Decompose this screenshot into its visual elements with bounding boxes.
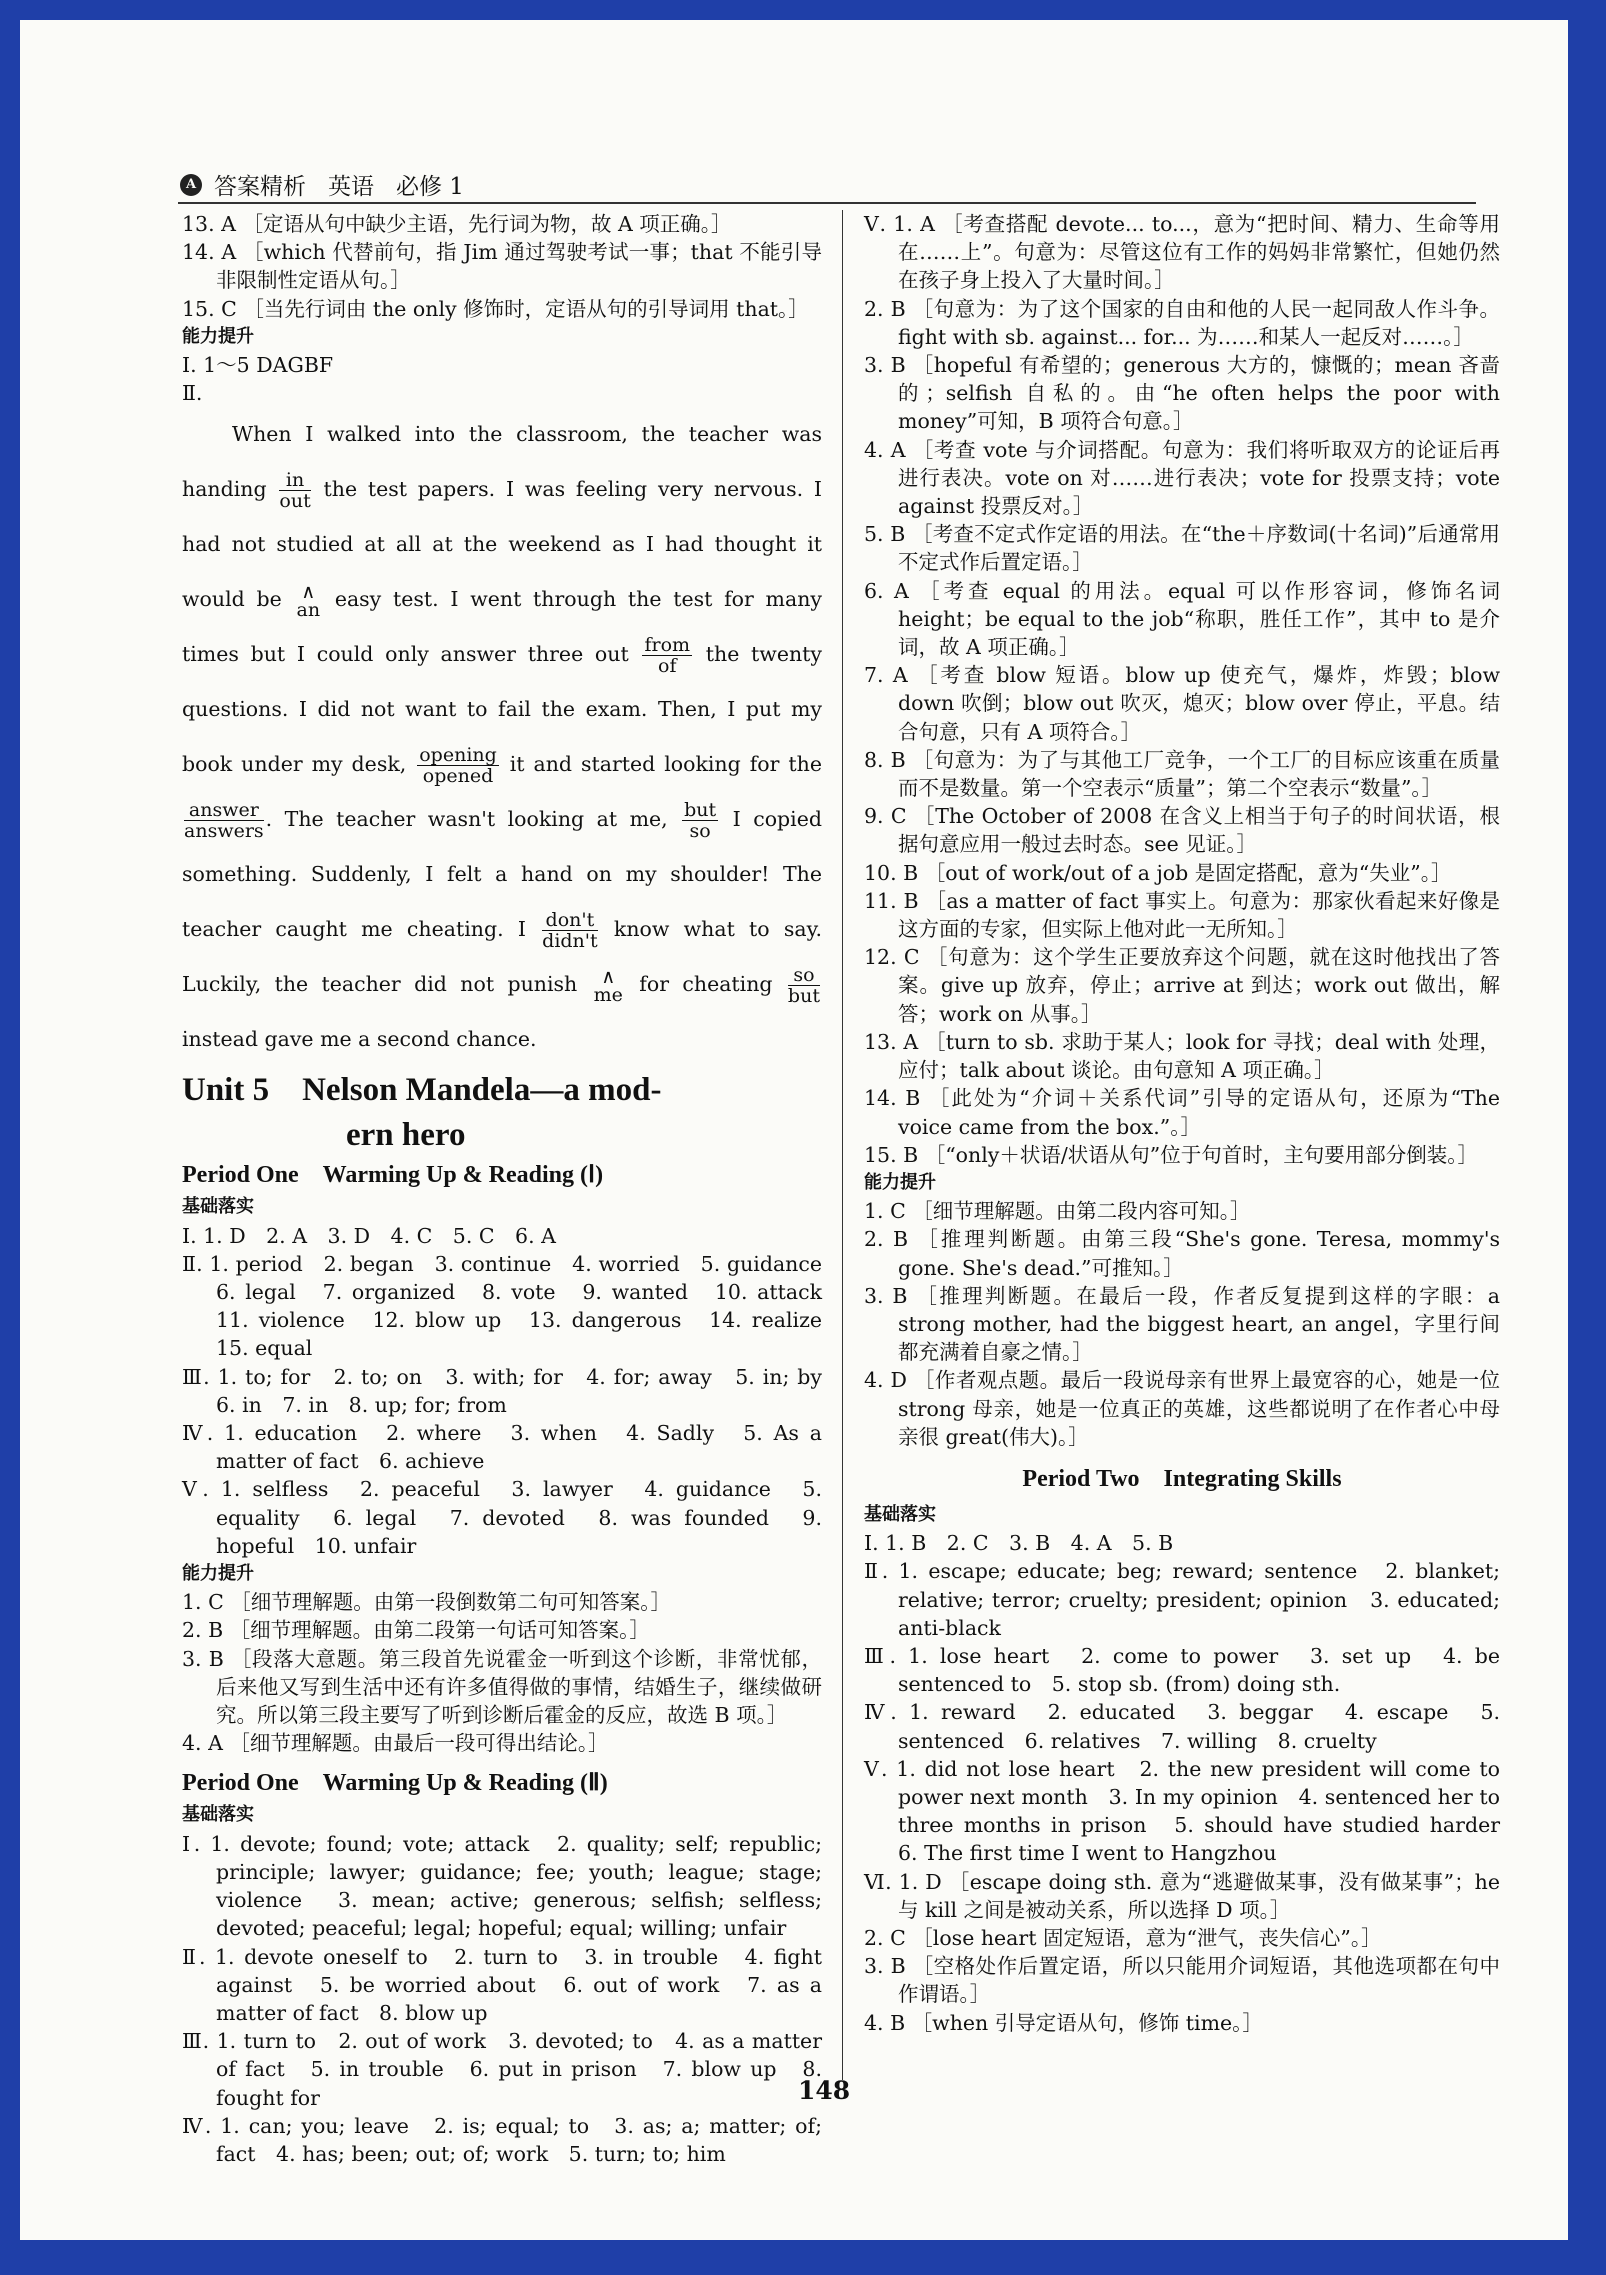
answer-item: 2. B ［细节理解题。由第二段第一句话可知答案。］ [182,1618,650,1643]
page-number: 148 [798,2076,851,2105]
answer-item: 5. B ［考查不定式作定语的用法。在“the＋序数词(十名词)”后通常用不定式作后置定语。］ [864,522,1500,575]
insert-mark: ∧ an [296,580,321,621]
answer-item: Ⅲ. 1. lose heart 2. come to power 3. set up 4. be sentenced to 5. stop sb. (from) doing sth. [864,1643,1500,1697]
answer-item: Ⅱ. 1. period 2. began 3. continue 4. worried 5. guidance 6. legal 7. organized 8. vote 9. wanted 10. attack 11. violence 12. blow up 13. dangerous 14. realize 15. equal [182,1251,843,1361]
answer-item: 13. A ［定语从句中缺少主语，先行词为物，故 A 项正确。］ [182,212,732,236]
answer-item: 2. B ［推理判断题。由第三段“She's gone. Teresa, mommy's gone. She's dead.”可推知。］ [864,1227,1500,1280]
section-label-basic: 基础落实 [182,1804,254,1826]
answer-item: Ⅳ. 1. can; you; leave 2. is; equal; to 3. as; a; matter; of; fact 4. has; been; out; of; work 5. turn; to; him [182,2113,822,2166]
answer-item: 2. B ［句意为：为了这个国家的自由和他的人民一起同敌人作斗争。fight with sb. against... for... 为……和某人一起反对……。］ [864,296,1500,349]
page-header [180,168,464,201]
essay-text: I copied something. Suddenly, I felt a hand on my shoulder! The teacher caught me cheating. I [182,807,822,942]
answer-item: Ⅴ. 1. did not lose heart 2. the new president will come to power next month 3. In my opinion 4. sentenced her to three months in prison 5. should have studied harder 6. The first time I went to Hangzhou [864,1756,1521,1866]
edit-mark: opening opened [419,744,497,788]
essay-text: the test papers. I was feeling very nervous. I had not studied at all at the weekend as I had thought it would be [182,477,822,612]
answer-item: 4. D ［作者观点题。最后一段说母亲有世界上最宽容的心，她是一位 strong 母亲，她是一位真正的英雄，这些都说明了在作者心中母亲很 great(伟大)。］ [864,1368,1500,1449]
answer-item: 10. B ［out of work/out of a job 是固定搭配，意为“失业”。］ [864,860,1452,885]
book-logo-icon: A [180,174,202,196]
answer-item: 15. B ［“only＋状语/状语从句”位于句首时，主句要用部分倒装。］ [864,1142,1478,1167]
answer-item: 2. C ［lose heart 固定短语，意为“泄气，丧失信心”。］ [864,1925,1382,1950]
answer-item: 11. B ［as a matter of fact 事实上。句意为：那家伙看起来好像是这方面的专家，但实际上他对此一无所知。］ [864,888,1500,942]
answer-item: 9. C ［The October of 2008 在含义上相当于句子的时间状语，根据句意应用一般过去时态。see 见证。］ [864,804,1500,857]
header-rule [178,202,1476,204]
section-label-basic: 基础落实 [182,1196,254,1218]
edit-mark: so but [787,964,820,1008]
essay-text: easy test. I went through the test for many times but I could only answer three out [182,587,822,667]
answer-item: Ⅱ. [182,381,203,406]
essay-text: the twenty questions. I did not want to fail the exam. Then, I put my book under my desk, [182,642,823,777]
answer-item: Ⅱ. 1. escape; educate; beg; reward; sentence 2. blanket; relative; terror; cruelty; president; opinion 3. educated; anti-black [864,1559,1500,1640]
volume: 必修 1 [396,174,464,200]
edit-mark: in out [279,469,311,513]
section-label-ability: 能力提升 [864,1171,936,1193]
edit-mark: don't didn't [542,909,598,953]
answer-item: Ⅵ. 1. D ［escape doing sth. 意为“逃避做某事，没有做某事”；he 与 kill 之间是被动关系，所以选择 D 项。］ [864,1869,1500,1922]
period-title: Period Two Integrating Skills [1022,1465,1342,1492]
answer-item: Ⅱ. 1. devote oneself to 2. turn to 3. in trouble 4. fight against 5. be worried about 6. out of work 7. as a matter of fact 8. blow up [182,1944,822,2025]
insert-mark: ∧ me [593,965,623,1006]
edit-mark: but so [684,799,717,843]
answer-item: 6. A ［考查 equal 的用法。equal 可以作形容词，修饰名词 height；be equal to the job“称职，胜任工作”，其中 to 是介词，故 A 项正确。］ [864,578,1500,660]
answer-item: 4. B ［when 引导定语从句，修饰 time。］ [864,2010,1263,2035]
answer-item: Ⅴ. 1. selfless 2. peaceful 3. lawyer 4. guidance 5. equality 6. legal 7. devoted 8. was founded 9. hopeful 10. unfair [182,1477,822,1558]
answer-item: 12. C ［句意为：这个学生正要放弃这个问题，就在这时他找出了答案。give up 放弃，停止；arrive at 到达；work out 做出，解答；work on 从事。］ [864,945,1500,1026]
book-title: 答案精析 [214,174,306,200]
answer-item: 3. B ［推理判断题。在最后一段，作者反复提到这样的字眼：a strong mother, had the biggest heart, an angel，字里行间都充满着自豪之情。］ [864,1283,1500,1365]
answer-item: Ⅲ. 1. to; for 2. to; on 3. with; for 4. for; away 5. in; by 6. in 7. in 8. up; for; from [182,1364,843,1417]
edit-mark: answer answers [184,799,264,843]
essay-text: know what to say. Luckily, the teacher did not punish [182,917,822,997]
edit-mark: from of [644,634,691,678]
answer-item: Ⅴ. 1. A ［考查搭配 devote... to...，意为“把时间、精力、生命等用在……上”。句意为：尽管这位有工作的妈妈非常繁忙，但她仍然在孩子身上投入了大量时间。］ [864,212,1500,293]
essay-text: instead gave me a second chance. [182,1027,537,1052]
answer-item: 3. B ［段落大意题。第三段首先说霍金一听到这个诊断，非常忧郁，后来他又写到生活中还有许多值得做的事情，结婚生子，继续做研究。所以第三段主要写了听到诊断后霍金的反应，故选 B 项。］ [182,1646,822,1728]
answer-item: Ⅲ. 1. turn to 2. out of work 3. devoted; to 4. as a matter of fact 5. in trouble 6. put in prison 7. blow up 8. fought for [182,2029,822,2110]
answer-item: 3. B ［hopeful 有希望的；generous 大方的，慷慨的；mean 吝啬的；selfish 自私的。由“he often helps the poor with money”可知，B 项符合句意。］ [864,353,1500,434]
answer-item: Ⅰ. 1. devote; found; vote; attack 2. quality; self; republic; principle; lawyer; guidance; fee; youth; league; stage; violence 3. mean; active; generous; selfish; selfless; devoted; peaceful; legal; hopeful; equal; willing; unfair [182,1831,822,1941]
right-column [864,210,1521,2037]
answer-item: 1. C ［细节理解题。由第一段倒数第二句可知答案。］ [182,1590,672,1615]
subject: 英语 [328,174,374,200]
answer-item: 4. A ［细节理解题。由最后一段可得出结论。］ [182,1731,609,1756]
period-title: Period One Warming Up & Reading (Ⅰ) [182,1162,604,1189]
section-label-basic: 基础落实 [864,1503,936,1525]
column-divider [842,210,843,2080]
answer-item: 3. B ［空格处作后置定语，所以只能用介词短语，其他选项都在句中作谓语。］ [864,1954,1500,2007]
section-label-ability: 能力提升 [182,1563,254,1585]
answer-item: 14. A ［which 代替前句，指 Jim 通过驾驶考试一事；that 不能引导非限制性定语从句。］ [182,240,822,293]
answer-item: 4. A ［考查 vote 与介词搭配。句意为：我们将听取双方的论证后再进行表决。vote on 对……进行表决；vote for 投票支持；vote against 投票反对。］ [864,437,1500,519]
essay-text: . The teacher wasn't looking at me, [265,807,668,832]
answer-item: 7. A ［考查 blow 短语。blow up 使充气，爆炸，炸毁；blow down 吹倒；blow out 吹灭，熄灭；blow over 停止，平息。结合句意，只有 A 项符合。］ [864,663,1500,744]
answer-item: 15. C ［当先行词由 the only 修饰时，定语从句的引导词用 that。］ [182,296,809,321]
answer-item: 1. C ［细节理解题。由第二段内容可知。］ [864,1199,1251,1224]
answer-item: Ⅰ. 1. D 2. A 3. D 4. C 5. C 6. A [182,1223,556,1248]
answer-item: Ⅰ. 1. B 2. C 3. B 4. A 5. B [864,1531,1174,1556]
essay-text: When I walked into the classroom, the teacher was handing [182,422,822,502]
unit-title-cont: ern hero [346,1117,466,1154]
answer-item: 13. A ［turn to sb. 求助于某人；look for 寻找；deal with 处理，应付；talk about 谈论。由句意知 A 项正确。］ [864,1029,1500,1083]
answer-item: Ⅰ. 1～5 DAGBF [182,353,334,378]
answer-item: Ⅳ. 1. education 2. where 3. when 4. Sadly 5. As a matter of fact 6. achieve [182,1421,822,1474]
essay-text: for cheating [639,972,773,997]
answer-item: Ⅳ. 1. reward 2. educated 3. beggar 4. escape 5. sentenced 6. relatives 7. willing 8. cruelty [864,1700,1500,1753]
answer-item: 14. B ［此处为“介词＋关系代词”引导的定语从句，还原为“The voice came from the box.”。］ [864,1086,1500,1139]
unit-title: Unit 5 Nelson Mandela—a mod- [182,1072,662,1109]
section-label-ability: 能力提升 [182,325,254,347]
corrected-essay [182,407,822,1067]
essay-text: it and started looking for the [509,752,822,777]
answer-page [20,20,1568,2240]
period-title: Period One Warming Up & Reading (Ⅱ) [182,1770,608,1797]
answer-item: 8. B ［句意为：为了与其他工厂竞争，一个工厂的目标应该重在质量而不是数量。第一个空表示“质量”；第二个空表示“数量”。］ [864,747,1500,801]
